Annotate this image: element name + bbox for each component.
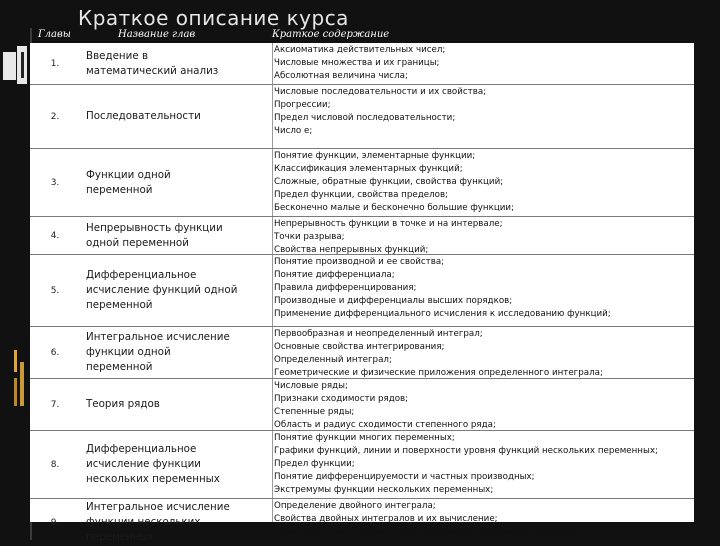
table-header: [30, 29, 694, 43]
content-line: Производные и дифференциалы высших порядков;: [274, 296, 513, 307]
table-row: [30, 149, 694, 217]
chapter-number: 1.: [50, 58, 60, 69]
content-line: Свойства двойных интегралов и их вычисление;: [274, 514, 498, 525]
content-line: Сложные, обратные функции, свойства функций;: [274, 177, 504, 188]
content-line: Понятие функции, элементарные функции;: [274, 151, 476, 161]
content-line: Абсолютная величина числа;: [274, 71, 408, 82]
content-line: Числовые последовательности и их свойства;: [274, 87, 487, 97]
content-line: Понятие производной и ее свойства;: [274, 257, 445, 267]
chapter-name: Дифференциальное исчисление функции нескольких переменных: [86, 443, 220, 485]
table-row: [30, 499, 694, 546]
content-line: Бесконечно малые и бесконечно большие функции;: [274, 203, 514, 214]
chapter-number: 6.: [50, 347, 60, 358]
chapter-content: [274, 217, 694, 254]
decorative-accent: [14, 378, 17, 406]
content-line: Понятие дифференциала;: [274, 270, 395, 281]
content-line: Геометрические и физические приложения двойных интегралов.: [274, 527, 577, 538]
content-line: Первообразная и неопределенный интеграл;: [274, 329, 483, 339]
chapter-content: [274, 379, 694, 430]
content-line: Число e;: [274, 126, 313, 137]
chapter-content: [274, 499, 694, 546]
content-line: Предел функции;: [274, 459, 355, 470]
chapter-name: Введение в математический анализ: [86, 49, 219, 77]
table-row: [30, 431, 694, 499]
content-line: Числовые множества и их границы;: [274, 58, 440, 69]
table-row: [30, 327, 694, 379]
content-line: Степенные ряды;: [274, 407, 355, 418]
content-line: Предел функции, свойства пределов;: [274, 190, 448, 201]
content-line: Точки разрыва;: [274, 232, 345, 243]
content-line: Числовые ряды;: [274, 381, 348, 391]
chapter-name: Интегральное исчисление функции нескольких переменных: [86, 501, 230, 543]
chapter-name: Непрерывность функции одной переменной: [86, 221, 223, 249]
table-row: [30, 85, 694, 149]
chapter-number: 8.: [50, 459, 60, 470]
chapter-number: 7.: [50, 399, 60, 410]
content-line: Графики функций, линии и поверхности уровня функций нескольких переменных;: [274, 446, 658, 457]
content-line: Применение дифференциального исчисления к исследованию функций;: [274, 309, 611, 320]
decorative-bar: [17, 46, 27, 84]
content-line: Экстремумы функции нескольких переменных;: [274, 485, 494, 496]
content-line: Правила дифференцирования;: [274, 283, 417, 294]
content-line: Признаки сходимости рядов;: [274, 394, 409, 405]
content-line: Понятие функции многих переменных;: [274, 433, 455, 443]
content-line: Предел числовой последовательности;: [274, 113, 456, 124]
decorative-accent: [14, 350, 17, 372]
header-content: Краткое содержание: [272, 29, 390, 40]
chapter-name: Дифференциальное исчисление функций одной переменной: [86, 269, 238, 311]
chapter-number: 3.: [50, 177, 60, 188]
content-line: Классификация элементарных функций;: [274, 164, 463, 175]
content-line: Свойства непрерывных функций;: [274, 245, 429, 256]
content-line: Непрерывность функции в точке и на интервале;: [274, 219, 503, 229]
content-line: Основные свойства интегрирования;: [274, 342, 445, 353]
content-line: Область и радиус сходимости степенного ряда;: [274, 420, 496, 431]
header-chapters: Главы: [38, 29, 71, 40]
content-line: Прогрессии;: [274, 100, 331, 111]
chapter-number: 2.: [50, 111, 60, 122]
chapter-name: Функции одной переменной: [86, 168, 171, 196]
header-name: Название глав: [118, 29, 196, 40]
chapter-content: [274, 43, 694, 84]
chapter-content: [274, 85, 694, 148]
chapter-content: [274, 431, 694, 498]
chapter-name: Теория рядов: [86, 398, 160, 410]
table-row: [30, 217, 694, 255]
chapter-number: 5.: [50, 285, 60, 296]
table-row: [30, 43, 694, 85]
decorative-bar: [3, 52, 16, 80]
chapter-content: [274, 149, 694, 216]
chapter-name: Последовательности: [86, 110, 201, 122]
table-row: [30, 255, 694, 327]
chapter-number: 9.: [50, 517, 60, 528]
chapter-content: [274, 327, 694, 378]
chapter-name: Интегральное исчисление функции одной переменной: [86, 331, 230, 373]
content-line: Определенный интеграл;: [274, 355, 392, 366]
content-line: Понятие дифференцируемости и частных производных;: [274, 472, 535, 483]
content-line: Определение двойного интеграла;: [274, 501, 436, 511]
table-row: [30, 379, 694, 431]
slide-title: Краткое описание курса: [78, 6, 349, 30]
chapter-number: 4.: [50, 230, 60, 241]
content-line: Аксиоматика действительных чисел;: [274, 45, 446, 55]
decorative-accent: [20, 362, 24, 406]
chapter-content: [274, 255, 694, 326]
content-line: Геометрические и физические приложения определенного интеграла;: [274, 368, 603, 379]
course-table: [30, 43, 694, 543]
